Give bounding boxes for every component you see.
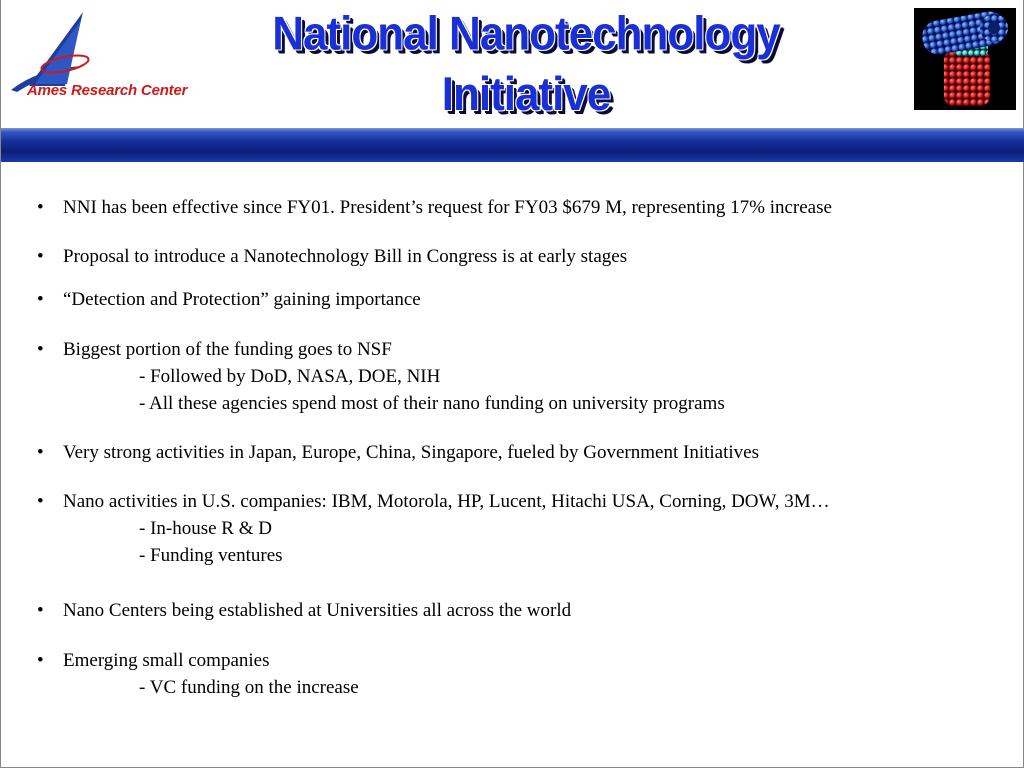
sub-item: - All these agencies spend most of their nano funding on university programs [139, 393, 725, 414]
title-line-1: National Nanotechnology [272, 7, 780, 61]
bullet-text: Nano Centers being established at Universities all across the world [63, 600, 572, 621]
sub-item: - Funding ventures [139, 545, 283, 566]
bullet-dot: • [37, 197, 44, 218]
bullet-dot: • [37, 442, 44, 463]
sub-item: - Followed by DoD, NASA, DOE, NIH [139, 366, 441, 387]
bullet-text: Nano activities in U.S. companies: IBM, Motorola, HP, Lucent, Hitachi USA, Corning, DOW, 3M… [63, 491, 830, 512]
bullet-text: Emerging small companies [63, 650, 270, 671]
bullet-text: NNI has been effective since FY01. President’s request for FY03 $679 M, representing 17% increase [63, 197, 832, 218]
sub-item: - VC funding on the increase [139, 677, 359, 698]
logo-text: Ames Research Center [27, 82, 188, 99]
bullet-dot: • [37, 650, 44, 671]
bullet-text: Biggest portion of the funding goes to NSF [63, 339, 392, 360]
bullet-text: Very strong activities in Japan, Europe, China, Singapore, fueled by Government Initiatives [63, 442, 759, 463]
bullet-dot: • [37, 600, 44, 621]
bullet-text: Proposal to introduce a Nanotechnology Bill in Congress is at early stages [63, 246, 628, 267]
bullet-dot: • [37, 491, 44, 512]
bullet-text: “Detection and Protection” gaining importance [63, 289, 421, 310]
title-line-2: Initiative [441, 67, 611, 121]
bullet-dot: • [37, 289, 44, 310]
bullet-dot: • [37, 246, 44, 267]
bullet-dot: • [37, 339, 44, 360]
sub-item: - In-house R & D [139, 518, 272, 539]
bullet-list [1, 0, 1024, 768]
